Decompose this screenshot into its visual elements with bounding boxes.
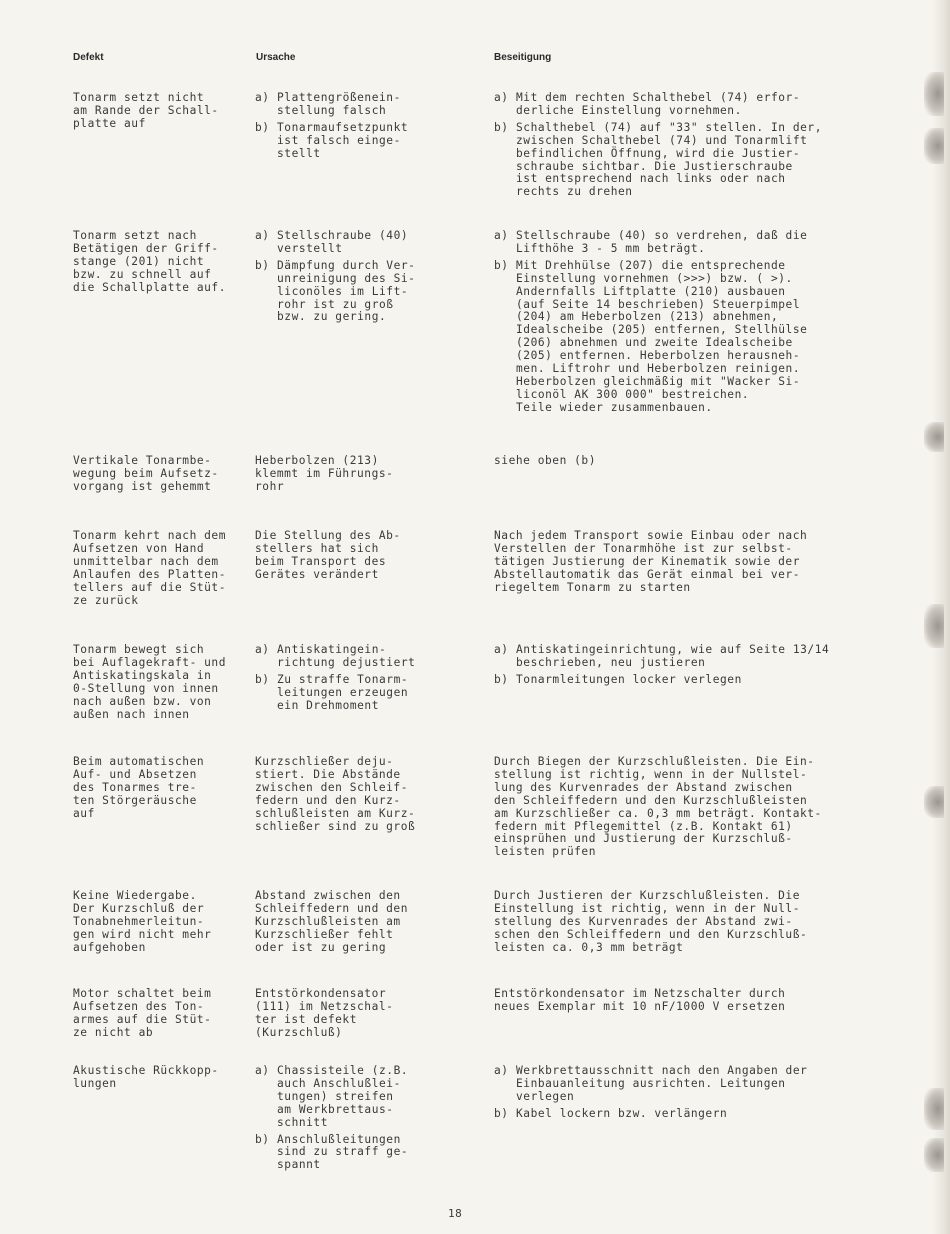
binder-hole-mark [924,604,944,648]
binder-hole-mark [924,422,944,452]
defekt-cell: Keine Wiedergabe. Der Kurzschluß der Tonabnehmerleitun- gen wird nicht mehr aufgehoben [73,889,212,954]
item-text: Antiskatingein- richtung dejustiert [277,643,416,669]
item-marker: a) [255,643,270,656]
defekt-cell: Tonarm setzt nicht am Rande der Schall- platte auf [73,91,219,130]
item-marker: a) [255,1064,270,1077]
item-text: Mit Drehhülse (207) die entsprechende Einstellung vornehmen (>>>) bzw. ( >). Andernfalls Liftplatte (210) ausbauen (auf Seite 14 beschrieben) Steuerpimpel (204) am Heberbolzen (213) abnehmen, Idealscheibe (205) entfernen, Stellhülse (206) abnehmen und zweite Idealscheibe (205) entfernen. Heberbolzen herausneh- men. Liftrohr und Heberbolzen reinigen. Heberbolzen gleichmäßig mit "Wacker Si- liconöl AK 300 000" bestreichen. Teile wieder zusammenbauen. [516,258,808,414]
ursache-item [255,530,480,582]
beseitigung-item [494,455,934,468]
ursache-item [255,674,480,713]
beseitigung-item [494,988,934,1014]
beseitigung-cell [494,756,934,859]
beseitigung-cell [494,988,934,1014]
item-text: Chassisteile (z.B. auch Anschlußlei- tungen) streifen am Werkbrettaus- schnitt [277,1064,409,1129]
ursache-item [255,230,480,256]
beseitigung-cell [494,644,934,687]
beseitigung-cell [494,230,934,415]
item-text: Werkbrettausschnitt nach den Angaben der Einbauanleitung ausrichten. Leitungen verlegen [516,1064,808,1103]
ursache-item [255,260,480,325]
ursache-item [255,756,480,833]
item-text: siehe oben (b) [494,454,596,467]
item-text: Entstörkondensator (111) im Netzschal- ter ist defekt (Kurzschluß) [255,987,394,1039]
item-text: Kurzschließer deju- stiert. Die Abstände zwischen den Schleif- federn und den Kurz- schlußleisten am Kurz- schließer sind zu groß [255,755,416,833]
ursache-cell [255,92,480,161]
item-text: Tonarmleitungen locker verlegen [516,672,742,686]
beseitigung-cell [494,530,934,595]
beseitigung-item [494,92,934,118]
ursache-item [255,890,480,955]
beseitigung-item [494,530,934,595]
ursache-cell [255,530,480,582]
defekt-cell: Beim automatischen Auf- und Absetzen des Tonarmes tre- ten Störgeräusche auf [73,755,205,820]
item-text: Schalthebel (74) auf "33" stellen. In der, zwischen Schalthebel (74) und Tonarmlift befindlichen Öffnung, wird die Justier- schraube sichtbar. Die Justierschraube ist entsprechend nach links oder nach rechts zu drehen [516,120,822,199]
beseitigung-item [494,230,934,256]
beseitigung-cell [494,890,934,955]
beseitigung-cell [494,92,934,199]
item-marker: a) [494,91,509,104]
item-text: Die Stellung des Ab- stellers hat sich beim Transport des Gerätes verändert [255,529,401,581]
beseitigung-cell [494,455,934,468]
beseitigung-item [494,644,934,670]
item-marker: a) [494,643,509,656]
item-marker: a) [494,229,509,242]
item-marker: b) [255,672,270,686]
item-text: Mit dem rechten Schalthebel (74) erfor- derliche Einstellung vornehmen. [516,91,801,117]
defekt-cell: Tonarm setzt nach Betätigen der Griff- stange (201) nicht bzw. zu schnell auf die Schallplatte auf. [73,229,226,294]
ursache-item [255,1065,480,1130]
item-marker: b) [255,120,270,134]
item-text: Entstörkondensator im Netzschalter durch neues Exemplar mit 10 nF/1000 V ersetzen [494,987,786,1013]
item-text: Dämpfung durch Ver- unreinigung des Si- liconöles im Lift- rohr ist zu groß bzw. zu gering. [277,258,416,324]
item-text: Heberbolzen (213) klemmt im Führungs- rohr [255,454,394,493]
item-marker: a) [255,91,270,104]
item-marker: a) [255,229,270,242]
header-beseitigung: Beseitigung [494,52,552,63]
ursache-cell [255,756,480,833]
ursache-item [255,1134,480,1173]
page-number: 18 [448,1207,463,1220]
item-marker: b) [255,258,270,272]
defekt-cell: Motor schaltet beim Aufsetzen des Ton- armes auf die Stüt- ze nicht ab [73,987,212,1039]
beseitigung-item [494,1065,934,1104]
ursache-item [255,455,480,494]
beseitigung-item [494,756,934,859]
header-ursache: Ursache [256,52,296,63]
defekt-cell: Akustische Rückkopp- lungen [73,1064,219,1090]
ursache-item [255,644,480,670]
item-text: Nach jedem Transport sowie Einbau oder nach Verstellen der Tonarmhöhe ist zur selbst- tätigen Justierung der Kinematik sowie der Abstellautomatik das Gerät einmal bei ver- riegeltem Tonarm zu starten [494,529,808,594]
item-marker: b) [494,672,509,686]
item-text: Tonarmaufsetzpunkt ist falsch einge- stellt [277,120,409,160]
beseitigung-item [494,674,934,687]
item-text: Abstand zwischen den Schleiffedern und den Kurzschlußleisten am Kurzschließer fehlt oder ist zu gering [255,889,408,954]
ursache-item [255,92,480,118]
item-text: Kabel lockern bzw. verlängern [516,1106,728,1120]
item-marker: b) [494,258,509,272]
item-text: Antiskatingeinrichtung, wie auf Seite 13/14 beschrieben, neu justieren [516,643,830,669]
beseitigung-cell [494,1065,934,1121]
item-text: Durch Biegen der Kurzschlußleisten. Die Ein- stellung ist richtig, wenn in der Nullstel- lung des Kurvenrades der Abstand zwischen den Schleiffedern und den Kurzschlußleisten am Kurzschließer ca. 0,3 mm beträgt. Kontakt- federn mit Pflegemittel (z.B. Kontakt 61) einsprühen und Justierung der Kurzschluß- leisten prüfen [494,755,822,859]
item-text: Plattengrößenein- stellung falsch [277,91,401,117]
ursache-cell [255,1065,480,1172]
beseitigung-item [494,890,934,955]
ursache-cell [255,644,480,713]
ursache-item [255,122,480,161]
ursache-cell [255,230,480,324]
defekt-cell: Tonarm kehrt nach dem Aufsetzen von Hand unmittelbar nach dem Anlaufen des Platten- tellers auf die Stüt- ze zurück [73,529,226,607]
binder-hole-mark [924,1138,944,1172]
item-marker: b) [494,120,509,134]
beseitigung-item [494,122,934,199]
item-marker: b) [494,1106,509,1120]
item-text: Stellschraube (40) verstellt [277,229,409,255]
item-text: Stellschraube (40) so verdrehen, daß die Lifthöhe 3 - 5 mm beträgt. [516,229,808,255]
ursache-cell [255,455,480,494]
beseitigung-item [494,260,934,415]
ursache-item [255,988,480,1040]
item-text: Durch Justieren der Kurzschlußleisten. Die Einstellung ist richtig, wenn in der Null- stellung des Kurvenrades der Abstand zwi- schen den Schleiffedern und den Kurzschluß- leisten ca. 0,3 mm beträgt [494,889,808,954]
header-defekt: Defekt [73,52,104,63]
item-marker: a) [494,1064,509,1077]
beseitigung-item [494,1108,934,1121]
ursache-cell [255,988,480,1040]
defekt-cell: Vertikale Tonarmbe- wegung beim Aufsetz- vorgang ist gehemmt [73,454,219,493]
defekt-cell: Tonarm bewegt sich bei Auflagekraft- und Antiskatingskala in 0-Stellung von innen nach außen bzw. von außen nach innen [73,643,226,721]
item-marker: b) [255,1132,270,1146]
ursache-cell [255,890,480,955]
item-text: Anschlußleitungen sind zu straff ge- spannt [277,1132,409,1172]
item-text: Zu straffe Tonarm- leitungen erzeugen ein Drehmoment [277,672,409,712]
